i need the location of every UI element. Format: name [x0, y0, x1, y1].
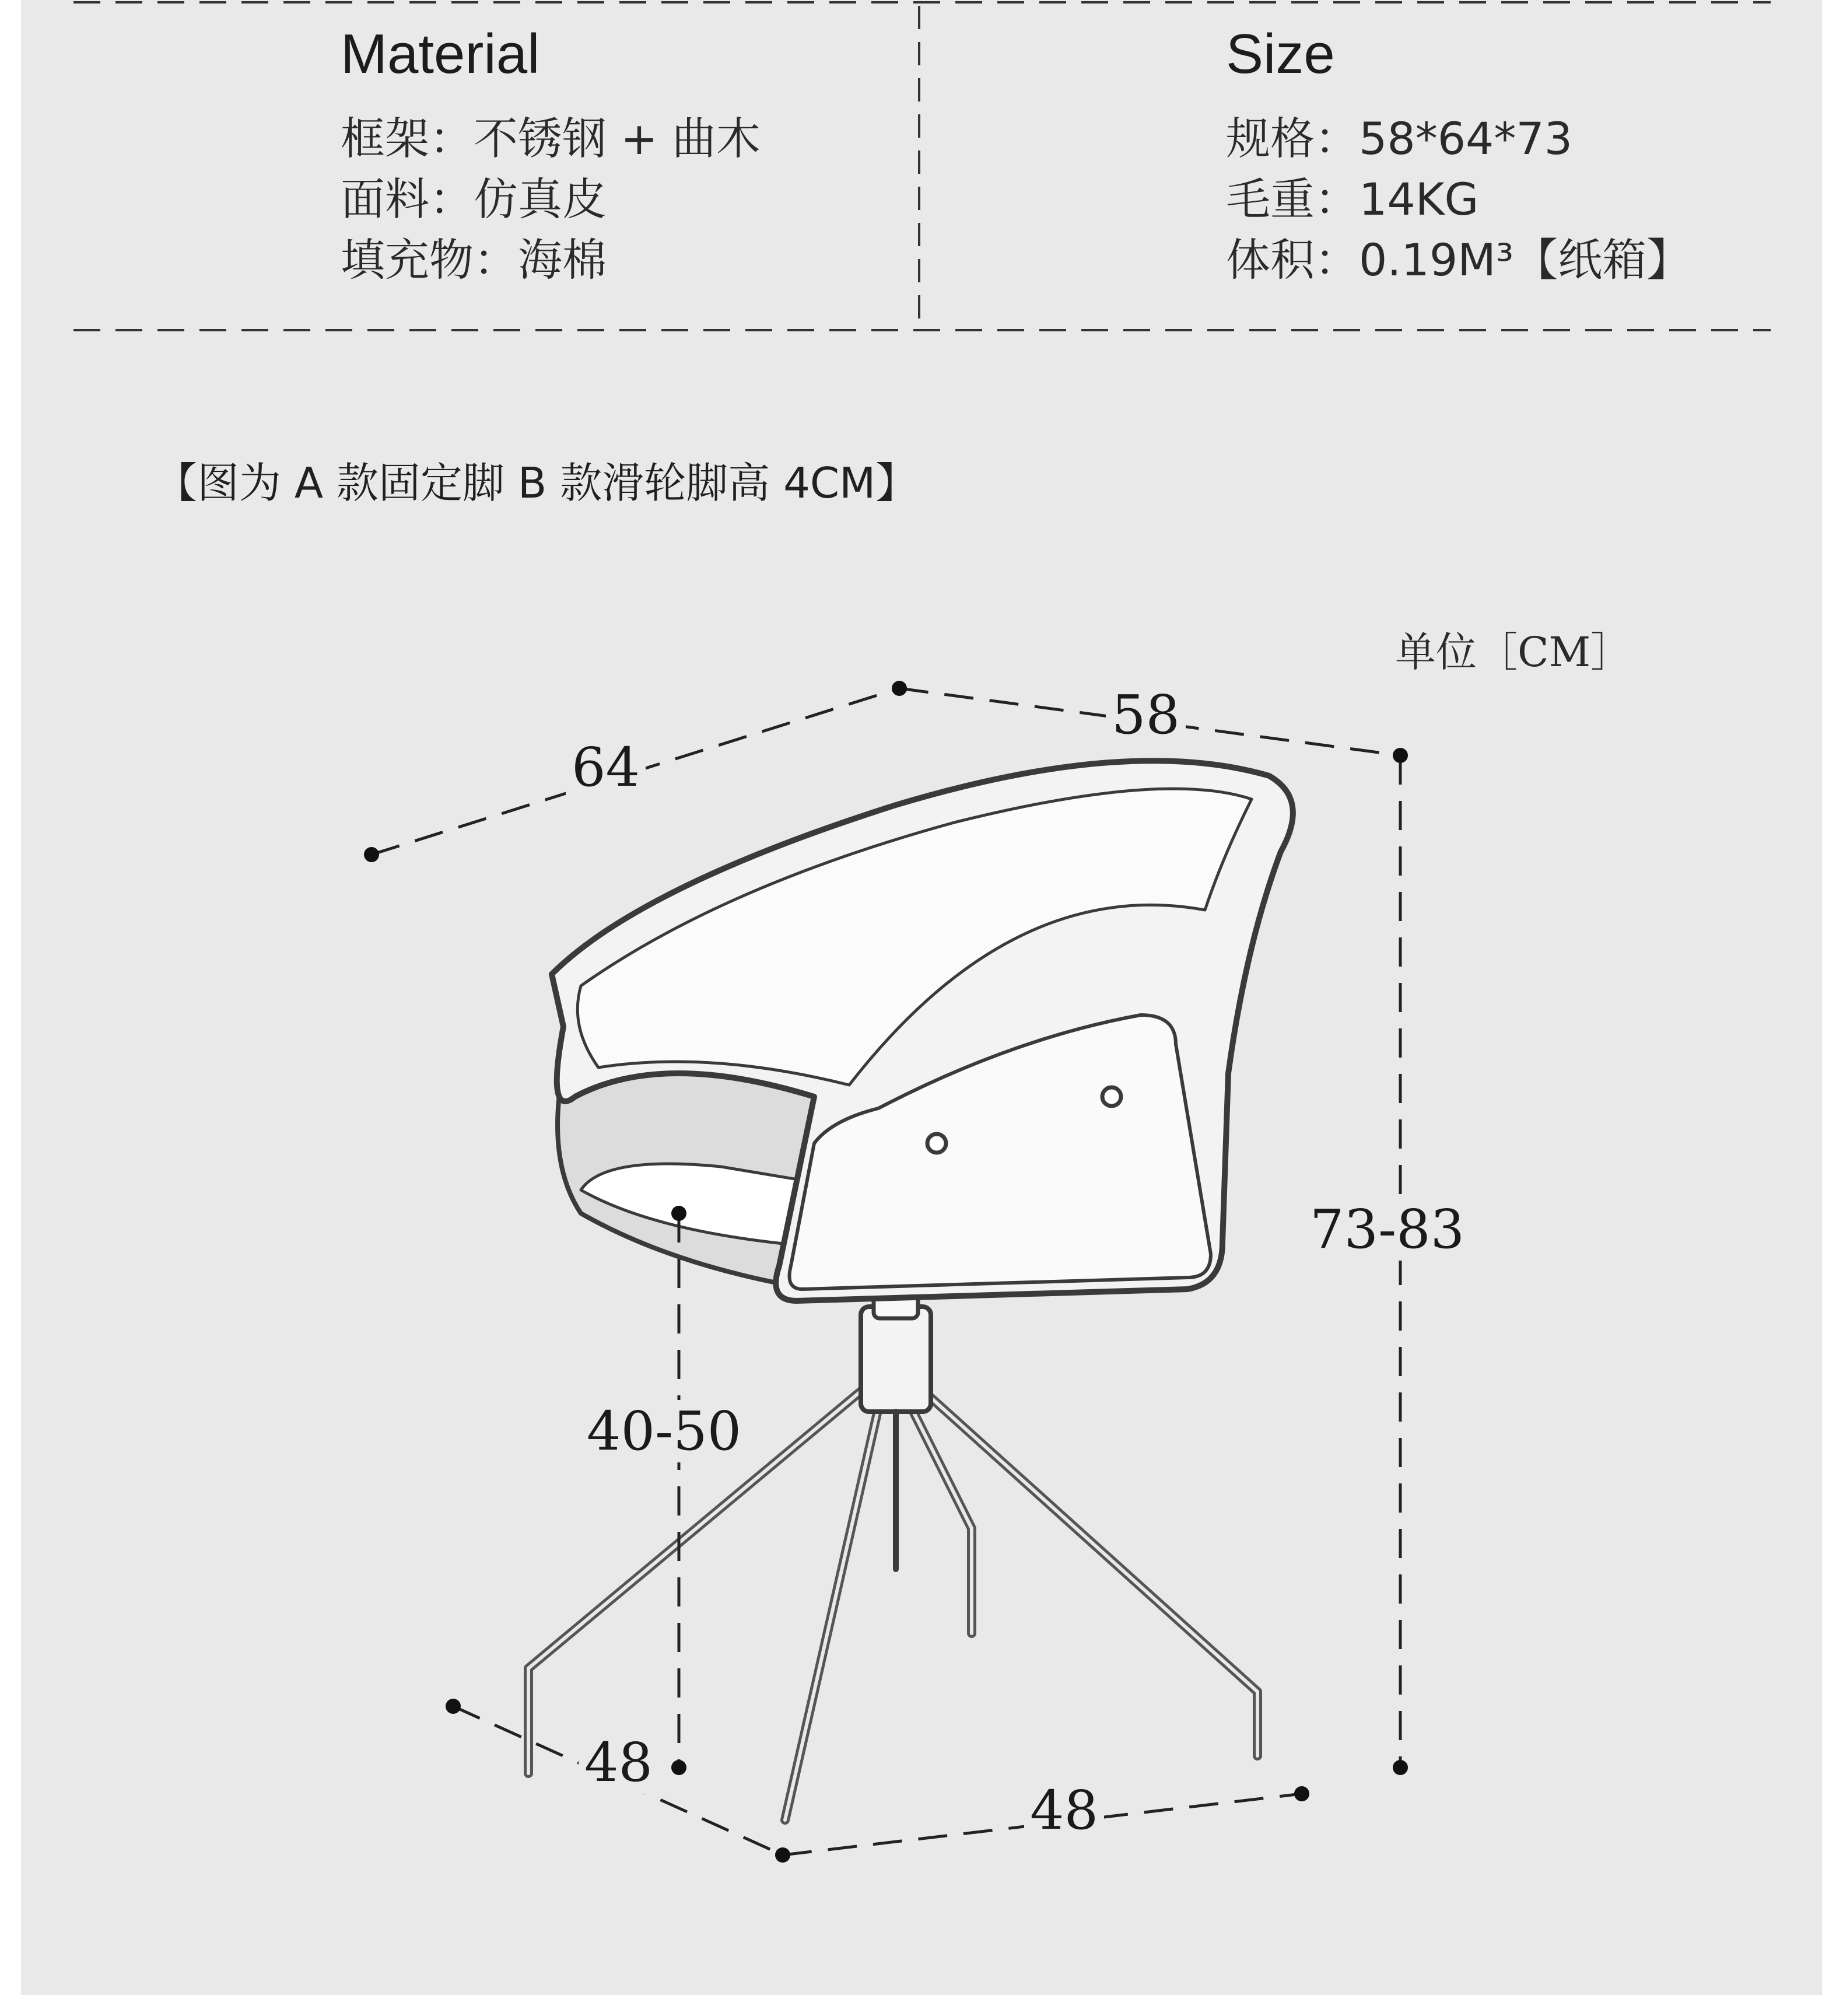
- size-volume: 体积：0.19M³【纸箱】: [1226, 234, 1691, 286]
- dim-seat-height-label: 40-50: [581, 1400, 747, 1462]
- dim-width-label: 58: [1106, 684, 1186, 746]
- dim-base-width-label: 48: [1024, 1779, 1104, 1842]
- size-spec: 规格：58*64*73: [1226, 113, 1573, 164]
- chair-button-back: [1102, 1087, 1121, 1106]
- material-heading: Material: [341, 23, 540, 85]
- size-weight: 毛重：14KG: [1226, 173, 1479, 225]
- dimension-drawing: [21, 0, 1822, 1995]
- size-heading: Size: [1226, 23, 1335, 85]
- material-frame: 框架：不锈钢 + 曲木: [341, 113, 761, 164]
- spec-sheet: [21, 0, 1822, 1995]
- chair-illustration: [528, 761, 1293, 1820]
- dim-depth-label: 64: [566, 736, 646, 799]
- variant-note: 【图为 A 款固定脚 B 款滑轮脚高 4CM】: [155, 459, 918, 508]
- material-filling: 填充物：海棉: [341, 234, 607, 286]
- material-fabric: 面料：仿真皮: [341, 173, 607, 225]
- chair-column: [861, 1307, 931, 1412]
- dim-base-depth-label: 48: [579, 1731, 658, 1794]
- unit-label: 单位［CM］: [1395, 628, 1632, 676]
- dim-height-label: 73-83: [1304, 1198, 1470, 1261]
- chair-button-front: [927, 1134, 946, 1153]
